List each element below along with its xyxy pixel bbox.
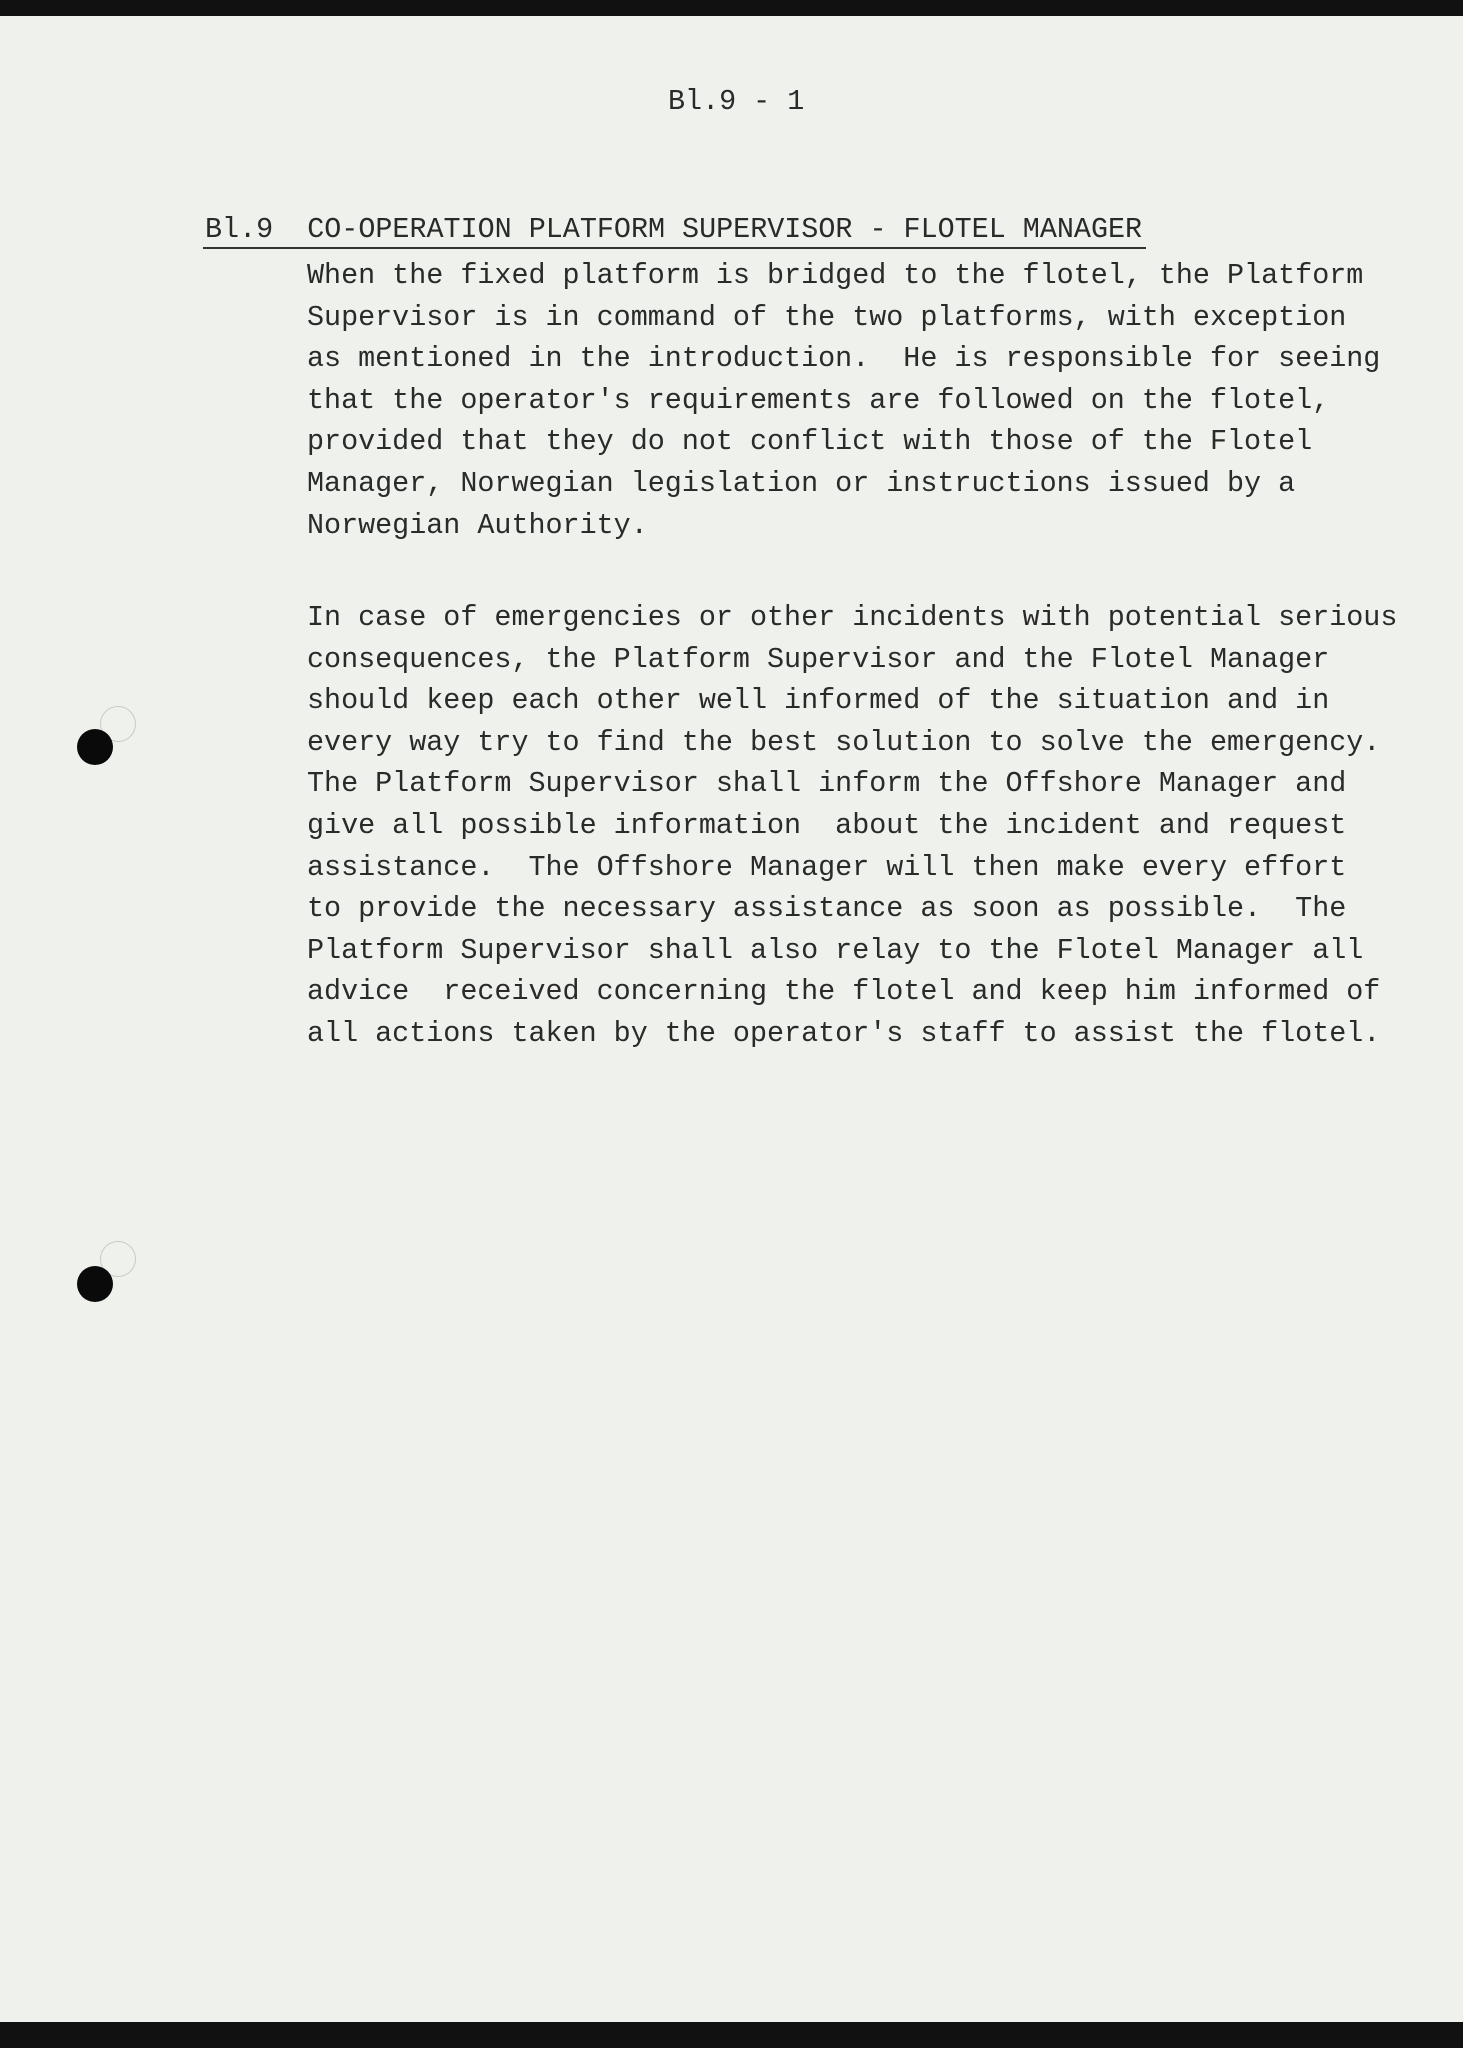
- paragraph-line: should keep each other well informed of the situation and in: [307, 684, 1330, 718]
- punch-hole: [77, 1266, 113, 1302]
- page-number: Bl.9 - 1: [668, 85, 805, 118]
- punch-hole: [77, 729, 113, 765]
- paragraph-line: When the fixed platform is bridged to the flotel, the Platform: [307, 259, 1364, 292]
- section-heading: [205, 213, 1143, 246]
- document-page: [0, 16, 1463, 2022]
- paragraph-line: that the operator's requirements are followed on the flotel,: [307, 383, 1330, 417]
- paragraph-line: give all possible information about the incident and request: [307, 809, 1347, 842]
- paragraph-line: Platform Supervisor shall also relay to the Flotel Manager all: [307, 933, 1364, 967]
- paragraph-line: all actions taken by the operator's staff to assist the flotel.: [307, 1017, 1381, 1050]
- paragraph-line: Norwegian Authority.: [307, 508, 648, 542]
- paragraph-line: as mentioned in the introduction. He is responsible for seeing: [307, 342, 1381, 376]
- paragraph-line: consequences, the Platform Supervisor and the Flotel Manager: [307, 642, 1330, 676]
- paragraph-line: to provide the necessary assistance as soon as possible. The: [307, 892, 1347, 926]
- paragraph-line: assistance. The Offshore Manager will then make every effort: [307, 850, 1347, 884]
- paragraph-line: In case of emergencies or other incidents with potential serious: [307, 601, 1398, 634]
- section-title: CO-OPERATION PLATFORM SUPERVISOR - FLOTEL MANAGER: [307, 213, 1143, 246]
- paragraph-line: advice received concerning the flotel and keep him informed of: [307, 975, 1381, 1009]
- paragraph-line: The Platform Supervisor shall inform the Offshore Manager and: [307, 767, 1347, 801]
- section-number: Bl.9: [205, 213, 274, 246]
- heading-underline: [203, 247, 1146, 249]
- paragraph-line: Supervisor is in command of the two platforms, with exception: [307, 300, 1347, 334]
- paragraph-line: provided that they do not conflict with those of the Flotel: [307, 425, 1313, 459]
- paragraph-line: Manager, Norwegian legislation or instructions issued by a: [307, 467, 1296, 500]
- paragraph-line: every way try to find the best solution to solve the emergency.: [307, 725, 1381, 759]
